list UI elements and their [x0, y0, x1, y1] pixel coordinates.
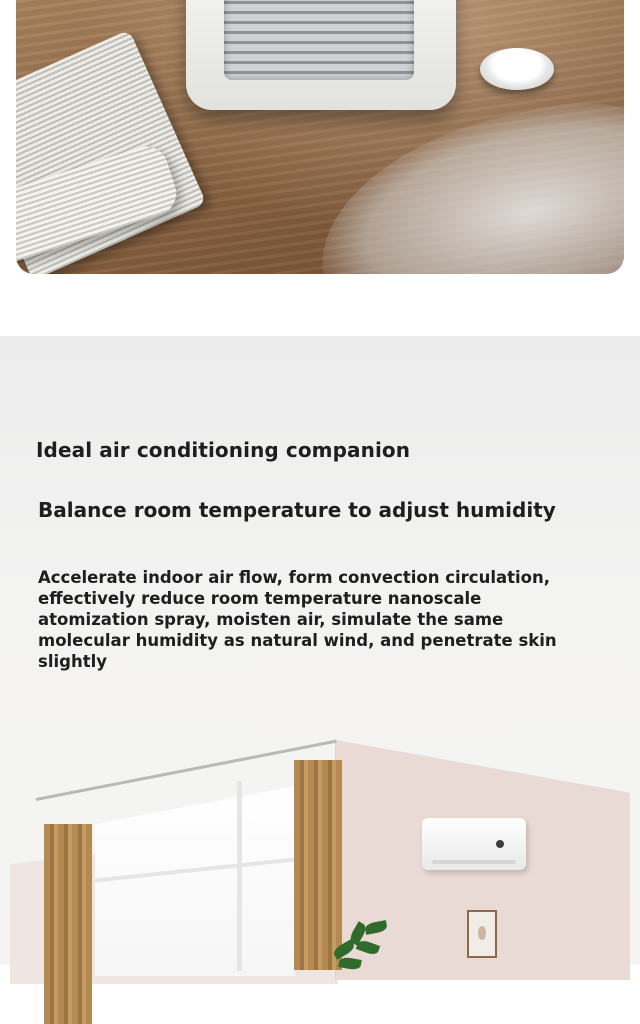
air-cooler-device: [186, 0, 456, 110]
section-description: Accelerate indoor air flow, form convection circulation, effectively reduce room temperature nanoscale atomization spray, moisten air, simulate the same molecular humidity as natural wind, and penetrate skin slightly: [38, 568, 557, 671]
ac-outlet: [432, 860, 516, 864]
room-illustration: [0, 736, 640, 965]
window-frame-vertical: [237, 781, 242, 971]
window: [95, 786, 295, 976]
section-subheading: Balance room temperature to adjust humidity: [38, 498, 556, 522]
section-heading: Ideal air conditioning companion: [36, 438, 411, 462]
wall-air-conditioner: [422, 818, 526, 870]
feature-section: [0, 336, 640, 965]
ac-indicator-icon: [496, 840, 504, 848]
round-remote-disc: [480, 48, 554, 90]
wall-picture: [467, 910, 497, 958]
potted-plant: [325, 914, 395, 974]
curtain-left: [44, 824, 92, 1024]
product-photo: [16, 0, 624, 274]
air-vent: [224, 0, 414, 80]
